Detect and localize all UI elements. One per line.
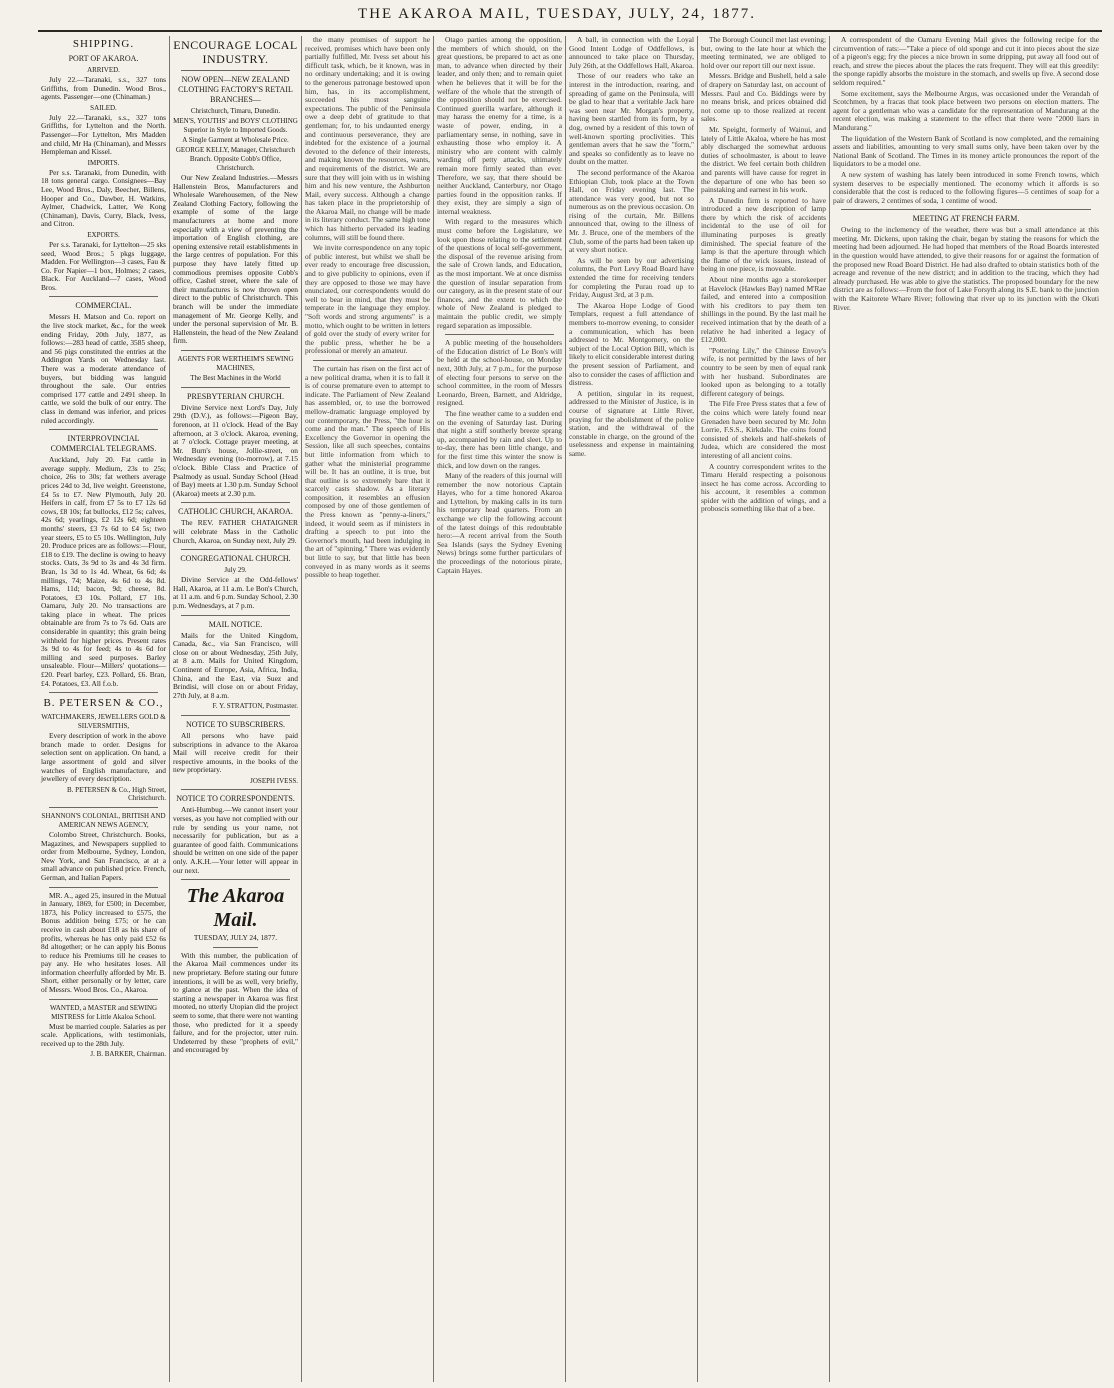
article-text: Many of the readers of this journal will remember the now notorious Captain Hayes, who for a time honored Akaroa and Lyttelton, by making calls in its turn his temporary head quarters. From an exchange we clip the following account of the latest doings of this redoubtable hero:—A recent arrival from the South Sea Islands (says the Sydney Evening News) brings some further particulars of the proceedings of the notorious pirate, Captain Hayes. <box>437 471 562 575</box>
sewing-sub: The Best Machines in the World <box>190 373 281 382</box>
column-6 <box>698 36 830 1382</box>
column-4 <box>434 36 566 1382</box>
article-text: With regard to the measures which must come before the Legislature, we look upon those relating to the settlement of the questions of local self-government, the disposal of the revenue arising from the sale of Crown lands, and Education, as the most important. We at once dismiss the question of insular separation from our category, as in the present state of our finances, and the extent to which the whole of New Zealand is pledged to maintain the public credit, we simply regard separation as impossible. <box>437 217 562 330</box>
divider <box>841 209 1091 210</box>
subscribers-text: All persons who have paid subscriptions in advance to the Akaroa Mail will receive credit for their respective amounts, in the books of the new proprietary. <box>173 730 298 775</box>
article-text: Some excitement, says the Melbourne Argus, was occasioned under the Verandah of Scotchmen, by a fracas that took place between two persons on election matters. The agent for a gentleman who was a candidate for the representation of Mandurang at the recent election, was making a statement to the effect that there were "2000 liars in Mandurang." <box>833 88 1099 132</box>
column-5 <box>566 36 698 1382</box>
divider <box>49 429 158 430</box>
divider <box>181 70 290 71</box>
petersen-name: B. PETERSEN & CO., <box>43 697 164 710</box>
article-text: "Pottering Lily," the Chinese Envoy's wife, is not permitted by the laws of her country to be seen by men of equal rank with her husband. Subordinates are looked upon as belonging to a totally different category of beings. <box>701 345 826 398</box>
exports-text: Per s.s. Taranaki, for Lyttelton—25 sks seed, Wood Bros.; 5 pkgs luggage, Madden. For Wellington—3 cases, Fau & Co. For Napier—1 box, Holmes; 2 cases, Black. For Auckland—7 cases, Wood Bros. <box>41 239 166 292</box>
petersen-trade: WATCHMAKERS, JEWELLERS GOLD & SILVERSMITHS, <box>41 713 166 731</box>
article-text: The curtain has risen on the first act of a new political drama, when it is to fall it is of course premature even to attempt to indicate. The Parliament of New Zealand has assembled, or, to use the borrowed mellow-dramatic language employed by our contemporary, the Press, "the hour is come and the man." The speech of His Excellency the Governor in opening the Session, like all such speeches, contains but little information from which to gather what the ministerial programme will be. It has an outline, it is true, but that outline is so extremely bare that it scarcely casts shadow. As a literary composition, it resembles an effusion composed by one of those gentlemen of the Press known as "penny-a-liners," indeed, it would seem as if ministers in drafting a speech to put into the Governor's mouth, had been indulging in the art of "spinning." There was evidently but little to say, but that little has been conveyed in as many words as it seems possible to heap together. <box>305 363 430 580</box>
mail-notice-text: Mails for the United Kingdom, Canada, &c., via San Francisco, will close on or about Wednesday, 25th July, at 8 a.m. Mails for United Kingdom, Continent of Europe, Asia, Africa, India, China, and the East, via Suez and Brindisi, will close on or about Friday, 27th July, at 8 a.m. <box>173 630 298 700</box>
congregational-text: Divine Service at the Odd-fellows' Hall, Akaroa, at 11 a.m. Le Bon's Church, at 11 a.m. and 6 p.m. Sunday School, 2.30 p.m. Wednesdays, at 7 p.m. <box>173 575 298 610</box>
article-text: A petition, singular in its request, addressed to the Minister of Justice, is in course of signature at Little River, praying for the abolishment of the police station, and the withdrawal of the constable in charge, on the ground of the uselessness and expense in maintaining same. <box>569 388 694 458</box>
divider <box>49 692 158 693</box>
divider <box>49 296 158 297</box>
divider <box>181 879 290 880</box>
article-text: the many promises of support he received, promises which have been only partially fulfilled, Mr. Ivess set about his difficult task, which, be it known, was in no ordinary undertaking; and it is owing to the generous patronage bestowed upon him, has, in its accomplishment, succeeded his most sanguine expectations. The public of the Peninsula owe a deep debt of gratitude to that gentleman; for, to his undaunted energy and continuous perseverance, they are indebted for the existence of a journal devoted to the defence of their interests, and making known the resources, wants, and requirements of the district. We are sure that they will join with us in wishing him and his new venture, the Ashburton Mail, every success. Although a change has taken place in the proprietorship of the Akaroa Mail, no change will be made in its literary conduct. The same high tone which has hitherto pervaded its leading columns, will still be found there. <box>305 36 430 242</box>
column-7 <box>830 36 1102 1382</box>
shipping-heading: SHIPPING. <box>72 38 135 50</box>
article-text: The second performance of the Akaroa Ethiopian Club, took place at the Town Hall, on Friday evening last. The attendance was very good, but not so numerous as on the previous occasion. On rising of the curtain, Mr. Billens announced that, owing to the illness of Mr. J. Bruce, one of the members of the Club, some of the parts had been taken up at very short notice. <box>569 167 694 255</box>
article-text: Mr. Speight, formerly of Wainui, and lately of Little Akaloa, where he has most ably discharged the somewhat arduous duties of schoolmaster, is about to leave the district. We feel certain both children and parents will have cause for regret in the departure of one who has been so painstaking and earnest in his work. <box>701 124 826 195</box>
column-3 <box>302 36 434 1382</box>
imports-heading: IMPORTS. <box>87 158 120 167</box>
subscribers-sign: JOSEPH IVESS. <box>250 776 298 785</box>
single-garment: A Single Garment at Wholesale Price. <box>182 136 289 144</box>
divider <box>181 715 290 716</box>
divider <box>181 387 290 388</box>
article-text: A ball, in connection with the Loyal Good Intent Lodge of Oddfellows, is announced to take place on Thursday, July 26th, at the Oddfellows Hall, Akaroa. <box>569 36 695 70</box>
article-text: Otago parties among the opposition, the members of which should, on the great questions, be prepared to act as one man, to advance when directed by their leader, and only then; and to remain quiet when he believes that it will be for the welfare of the whole that the strength of the opposition should not be exercised. Continued guerilla warfare, although it may harass the enemy for a time, is a waste of power, ending, in a parliamentary sense, in nothing, save in exhausting those who employ it. A ministry who are content with calmly warding off petty attacks, ultimately remain more firmly seated than ever. Therefore, we say, that there should be neither Auckland, Canterbury, nor Otago parties found in the opposition ranks. If they exist, they are simply a sign of internal weakness. <box>437 36 562 216</box>
catholic-heading: CATHOLIC CHURCH, AKAROA. <box>178 507 293 517</box>
masthead-rule <box>38 30 1102 32</box>
divider <box>49 887 158 888</box>
divider <box>181 502 290 503</box>
divider <box>213 947 258 948</box>
nz-text: Our New Zealand Industries.—Messrs Hallenstein Bros, Manufacturers and Wholesale Warehousemen, of the New Zealand Clothing Factory, following the example of some of the large manufacturers at home and more especially with a view of preventing the importation of English clothing, are opening extensive retail establishments in the large centres of population. For this purpose they have lately fitted up commodious premises opposite Cobb's office, Cashel street, where the sale of their manufactures is now thrown open direct to the public of Christchurch. This branch will be under the immediate management of Mr. George Kelly, and under the personal supervision of Mr. B. Hallenstein, the head of the New Zealand firm. <box>173 173 298 346</box>
article-text: The Akaroa Hope Lodge of Good Templars, request a full attendance of members to-morrow evening, to consider a communication, which has been addressed to Mr. Montgomery, on the subject of the Local Option Bill, which is likely to elicit considerable interest during the present session of Parliament, and also to consider the cases of affliction and distress. <box>569 300 694 388</box>
imports-text: Per s.s. Taranaki, from Dunedin, with 18 tons general cargo. Consignees—Bay Lee, Wood Bros., Daly, Beecher, Billens, Hooper and Co., Dawber, H. Watkins, Aylmer, Chadwick, Latter, We Kong (Chinaman), Davis, Curry, Black, Ivess, and Citron. <box>41 167 166 229</box>
article-text: A new system of washing has lately been introduced in some French towns, which system deserves to be especially mentioned. The economy which it affords is so considerable that the cost is reduced to the following figures—5 centimes of soap for a pair of drawers, 2 centimes of soda, 1 centime of wood. <box>833 169 1099 205</box>
article-text: The fine weather came to a sudden end on the evening of Saturday last. During that night a stiff southerly breeze sprang up, accompanied by rain and sleet. Up to to-day, there has been little change, and for the first time this winter the snow is thick, and low down on the ranges. <box>437 408 562 470</box>
paper-date: TUESDAY, JULY 24, 1877. <box>193 933 278 943</box>
correspondents-text: Anti-Humbug.—We cannot insert your verses, as you have not complied with our rule by sending us your name, not necessarily for publication, but as a guarantee of good faith. Communications should be written on one side of the paper only. A.K.H.—Your letter will appear in our next. <box>173 805 298 875</box>
arrived-heading: ARRIVED. <box>87 66 120 74</box>
presbyterian-text: Divine Service next Lord's Day, July 29th (D.V.), as follows:—Pigeon Bay, forenoon, at 11 o'clock. Head of the Bay afternoon, at 3 o'clock. Akaroa, evening, at 7 o'clock. Cottage prayer meeting, at Mr. Burn's house, Jollie-street, on Wednesday evening (to-morrow), at 7.15 o'clock. Bible Class and Practice of Psalmody as usual. Sunday School (Head of Bay) meets at 1.30 p.m. Sunday School (Akaroa) meets at 2.30 p.m. <box>173 402 298 498</box>
shannon-name: SHANNON'S COLONIAL, BRITISH AND AMERICAN NEWS AGENCY, <box>41 811 166 829</box>
petersen-sign: B. PETERSEN & Co., High Street, Christchurch. <box>67 785 166 803</box>
manager: GEORGE KELLY, Manager, Christchurch Branch. Opposite Cobb's Office, Christchurch. <box>175 146 296 172</box>
divider <box>181 789 290 790</box>
commercial-text: Messrs H. Matson and Co. report on the live stock market, &c., for the week ending Friday, 20th July, 1877, as follows:—283 head of cattle, 3585 sheep, and 56 pigs constituted the entries at the Addington Yards on Wednesday last. There was a moderate attendance of buyers, but bidding was languid throughout the sale. Our entries comprised 177 cattle and 2491 sheep. In cattle, we sold the bulk of our entry. The class in demand was inferior, and prices ruled accordingly. <box>41 312 166 425</box>
encourage-heading: ENCOURAGE LOCAL INDUSTRY. <box>173 38 298 66</box>
subscribers-heading: NOTICE TO SUBSCRIBERS. <box>185 719 286 729</box>
commercial-heading: COMMERCIAL. <box>75 301 132 311</box>
article-text: A Dunedin firm is reported to have introduced a new description of lamp there by which the risk of accidents incidental to the use of oil for illuminating purposes is greatly diminished. The special feature of the lamp is that the aperture through which the flame of the wick issues, instead of being in one piece, is moveable. <box>701 195 826 274</box>
nz-places: Christchurch, Timaru, Dunedin. <box>190 107 281 115</box>
masthead: THE AKAROA MAIL, TUESDAY, JULY, 24, 1877. <box>358 6 756 22</box>
petersen-text: Every description of work in the above branch made to order. Designs for selection sent on application. On hand, a large assortment of gold and silver watches of English manufacture, and jewellery of every description. <box>41 731 166 784</box>
mens-line: MEN'S, YOUTHS' and BOYS' CLOTHING Superior in Style to Imported Goods. <box>173 117 298 134</box>
sailed-heading: SAILED. <box>90 103 117 112</box>
exports-heading: EXPORTS. <box>87 230 120 239</box>
sewing-heading: AGENTS FOR WERTHEIM'S SEWING MACHINES, <box>177 354 294 372</box>
congregational-date: July 29. <box>224 566 247 575</box>
wanted-heading: WANTED, a MASTER and SEWING MISTRESS for Little Akaloa School. <box>49 1003 158 1021</box>
sailed-text: July 22.—Taranaki, s.s., 327 tons Griffiths, for Lyttelton and the North. Passenger—For Lyttelton, Mrs Madden and child, Mr Ha (Chinaman), and Messrs Hempleman and Kissel. <box>41 112 166 157</box>
insurance-text: MR. A., aged 25, insured in the Mutual in January, 1869, for £500; in December, 1873, his Policy increased to £575, the Bonus addition being £75; or he can receive in cash about £18 as his share of profits, whereas he has only paid £52 6s 8d altogether; or he can apply his Bonus to reduce his Premiums till he ceases to pay any. He who hesitates loses. All information cheerfully afforded by Mr. B. Short, either personally or by letter, care of Messrs. Wood Bros. Co., Akaroa. <box>41 890 166 995</box>
mail-notice-sign: F. Y. STRATTON, Postmaster. <box>212 702 298 711</box>
article-text: As will be seen by our advertising columns, the Port Levy Road Board have extended the time for receiving tenders for completing the Purau road up to Friday, August 3rd, at 3 p.m. <box>569 255 694 300</box>
article-text: The Fife Free Press states that a few of the coins which were lately found near Grenaden have been secured by Mr. John Lorrie, F.S.S., Kirkdale. The coins found consisted of shekels and half-shekels of Judea, which are considered the most interesting of all ancient coins. <box>701 399 826 460</box>
paper-title: The Akaroa Mail. <box>186 885 285 932</box>
congregational-heading: CONGREGATIONAL CHURCH. <box>180 554 291 564</box>
article-text: The liquidation of the Western Bank of Scotland is now completed, and the remaining assets and liabilities, amounting to very small sums only, have been taken over by the National Bank of Scotland. The Times in its money article pronounces the report of the liquidators to be a model one. <box>833 133 1099 169</box>
divider <box>49 999 158 1000</box>
columns <box>38 36 1102 1382</box>
mail-notice-heading: MAIL NOTICE. <box>208 619 263 629</box>
article-text: A country correspondent writes to the Timaru Herald respecting a poisonous insect he has come across. According to his account, it resembles a common spider with the addition of wings, and a proboscis something like that of a bee. <box>701 461 826 514</box>
presbyterian-heading: PRESBYTERIAN CHURCH. <box>187 391 284 401</box>
wanted-text: Must be married couple. Salaries as per scale. Applications, with testimonials, received up to the 28th July. <box>41 1021 166 1048</box>
divider <box>181 615 290 616</box>
article-text: Messrs. Bridge and Bushell, held a sale of drapery on Saturday last, on account of Messrs. Paul and Co. Biddings were by no means brisk, and prices obtained did not come up to those realized at recent sales. <box>701 71 826 124</box>
article-text: We invite correspondence on any topic of public interest, but whilst we shall be ever ready to encourage free discussion, and to give publicity to opinions, even if they are opposed to those we may have enunciated, our correspondents would do well to bear in mind, that they must be temperate in the language they employ. "Soft words and strong arguments" is a motto, which ought to be written in letters of gold over the study of every writer for the public press, whether he be a professional or merely an amateur. <box>305 243 430 356</box>
arrived-text: July 22.—Taranaki, s.s., 327 tons Griffiths, from Dunedin. Wood Bros., agents. Passenger—one (Chinaman.) <box>41 75 166 102</box>
divider <box>181 350 290 351</box>
article-text: The Borough Council met last evening; but, owing to the late hour at which the meeting terminated, we are obliged to hold over our report till our next issue. <box>701 36 826 70</box>
column-1 <box>38 36 170 1382</box>
article-text: Those of our readers who take an interest in the introduction, rearing, and spreading of game on the Peninsula, will be glad to hear that a veritable Jack hare was seen near Mr. Morgan's property, having been startled from its form, by a dog, owned by a resident of this town of well-known sporting proclivities. This gentleman avers that he saw the "form," and speaks so confidently as to leave no doubt on the matter. <box>569 71 694 167</box>
article-text: A public meeting of the householders of the Education district of Le Bon's will be held at the school-house, on Monday next, 30th July, at 7 p.m., for the purpose of electing four persons to serve on the school committee, in the room of Messrs Leonardo, Breen, Barnett, and Aldridge, resigned. <box>437 338 562 408</box>
port-heading: PORT OF AKAROA. <box>68 54 139 63</box>
article-text: About nine months ago a storekeeper at Havelock (Hawkes Bay) named M'Rae failed, and entered into a composition with his creditors to pay them ten shillings in the pound. By the last mail he received intimation that by the death of a relative he had inherited a legacy of £12,000. <box>701 275 826 345</box>
interprovincial-text: Auckland, July 20. Fat cattle in average supply. Medium, 23s to 25s; choice, 26s to 30s; fat wethers average prices 24d to 3d, live weight. Greenstone, £4 5s to £7. New Plymouth, July 20. Heifers in calf, from £7 5s to £7 12s 6d cows, £8 10s; fat bullocks, £12 5s; calves, 42s 6d; yearlings, £2 12s 6d; eighteen months' steers, £3 7s 6d to £4 5s; two year steers, £5 to £5 10s. Wellington, July 20. Produce prices are as follows:—Flour, £18 to £19. The decline is owing to heavy stocks. Oats, 3s 9d to 3s and 4s 3d firm. Bran, 1s 3d to 1s 4d. Wheat, 6s 6d; 4s millings, 74; Maize, 4s 6d to 4s 8d. Hams, 11d; bacon, 9d; cheese, 8d. Potatoes, £3 10s. Pollard, £7 10s. Oamaru, July 20. No transactions are taking place in wheat. The prices obtainable are from 7s to 7s 6d. Oats are considerable in quantity; this grain being withheld for higher prices. Present rates 3s 9d to 4s for feed; 4s to 4s 6d for milling and seed purposes. Barley unsaleable. Flour—Millers' quotations—£20. Pearl barley, £23. Pollard, £6. Bran, £4. Potatoes, £3. All f.o.b. <box>41 455 166 688</box>
article-text: A correspondent of the Oamaru Evening Mail gives the following recipe for the circumvention of rats:—"Take a piece of old sponge and cut it into pieces about the size of a pigeon's egg; fry the pieces a nice brown in some dripping, put away all food out of reach, and strew the pieces about the places the rats frequent. They will eat this greedily: the sponge rapidly absorbs the moisture in the stomach, and swells up five. A second dose seldom required." <box>833 36 1099 87</box>
column-2 <box>170 36 302 1382</box>
divider <box>181 549 290 550</box>
wanted-sign: J. B. BARKER, Chairman. <box>90 1050 166 1059</box>
catholic-text: The REV. FATHER CHATAIGNER will celebrate Mass in the Catholic Church, Akaroa, on Sunday next, July 29. <box>173 518 298 545</box>
leader-text: With this number, the publication of the Akaroa Mail commences under its new proprietary. Before stating our future intentions, it will be as well, very briefly, to glance at the past. When the idea of starting a newspaper in Akaroa was first mooted, no utterly Utopian did the project seem to some, that there were not wanting those, who predicted for it a speedy failure, and for the projector, utter ruin. Undeterred by these "prophets of evil," and encouraged by <box>173 950 298 1055</box>
divider <box>49 807 158 808</box>
interprovincial-heading: INTERPROVINCIAL COMMERCIAL TELEGRAMS. <box>50 434 157 454</box>
divider <box>445 334 554 335</box>
divider <box>313 360 422 361</box>
meeting-heading: MEETING AT FRENCH FARM. <box>912 214 1020 224</box>
article-text: Owing to the inclemency of the weather, there was but a small attendance at this meeting. Mr. Dickens, upon taking the chair, began by stating the reasons for which the meeting had been adjourned. He had hoped that members of the Road Boards interested in the question would have attended, to give their reasons for or against the formation of the proposed new Road Board District. He had also drafted to obtain statistics both of the acreage and revenue of the new district; and in addition to the tracing, which they had already purchased. He was able to give the statistics. The proposed boundary for the new district are as follows:—From the foot of Lake Forsyth along its S.E. bank to the junction with the Kaitorete Whare River; following that river up to its junction with the Okuti River. <box>833 225 1099 312</box>
shannon-text: Colombo Street, Christchurch. Books, Magazines, and Newspapers supplied to order from Melbourne, Sydney, London, New York, and San Francisco, at at a small advance on published price. French, German, and Italian Papers. <box>41 829 166 882</box>
nz-factory-heading: NOW OPEN—NEW ZEALAND CLOTHING FACTORY'S RETAIL BRANCHES— <box>178 75 293 104</box>
correspondents-heading: NOTICE TO CORRESPONDENTS. <box>176 794 295 804</box>
